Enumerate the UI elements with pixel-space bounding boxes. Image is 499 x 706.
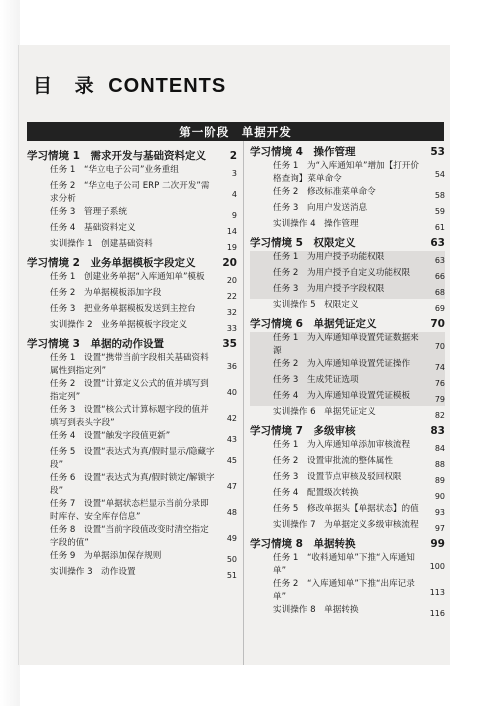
stage-banner-text: 第一阶段 单据开发 <box>179 124 292 139</box>
toc-entry-label: 任务 3 为用户授予字段权限 <box>273 284 385 294</box>
toc-entry-label: 学习情境 2 业务单据模板字段定义 <box>27 257 196 269</box>
toc-entry-page: 20 <box>222 257 237 269</box>
toc-entry-page: 97 <box>434 524 445 533</box>
toc-entry-page: 82 <box>434 411 445 420</box>
toc-task-entry[interactable] <box>27 566 237 582</box>
toc-entry-label: 任务 1 为“入库通知单”增加【打开价格查询】菜单命令 <box>273 161 420 184</box>
toc-entry-label: 任务 7 设置“单据状态栏显示当前分录即时库存、安全库存信息” <box>50 499 209 522</box>
toc-entry-label: 任务 5 修改单据头【单据状态】的值 <box>273 504 419 514</box>
toc-entry-label: 任务 8 设置“当前字段值改变时清空指定字段的值” <box>50 525 209 548</box>
toc-entry-page: 49 <box>226 534 237 543</box>
toc-task-entry[interactable] <box>27 238 237 254</box>
toc-entry-label: 学习情境 3 单据的动作设置 <box>27 338 164 350</box>
toc-entry-page: 58 <box>434 191 445 200</box>
toc-chapter-entry[interactable] <box>250 317 445 332</box>
toc-task-entry[interactable] <box>27 378 237 404</box>
toc-task-entry[interactable] <box>250 455 445 471</box>
toc-entry-page: 32 <box>226 308 237 317</box>
toc-entry-page: 84 <box>434 444 445 453</box>
toc-task-entry[interactable] <box>250 202 445 218</box>
toc-task-entry[interactable] <box>27 271 237 287</box>
toc-entry-label: 任务 1 为用户授予功能权限 <box>273 252 385 262</box>
toc-task-entry[interactable] <box>27 430 237 446</box>
toc-entry-page: 3 <box>231 169 237 178</box>
toc-task-entry[interactable] <box>27 222 237 238</box>
toc-task-entry[interactable] <box>250 358 445 374</box>
toc-task-entry[interactable] <box>250 519 445 535</box>
toc-task-entry[interactable] <box>250 186 445 202</box>
toc-task-entry[interactable] <box>27 206 237 222</box>
toc-task-entry[interactable] <box>27 524 237 550</box>
toc-entry-label: 学习情境 6 单据凭证定义 <box>250 318 377 330</box>
toc-task-entry[interactable] <box>250 471 445 487</box>
toc-entry-label: 实训操作 7 为单据定义多级审核流程 <box>273 520 419 530</box>
toc-entry-label: 任务 2 修改标准菜单命令 <box>273 187 376 197</box>
toc-entry-label: 任务 1 为入库通知单添加审核流程 <box>273 440 411 450</box>
toc-task-entry[interactable] <box>250 390 445 406</box>
toc-entry-page: 66 <box>434 272 445 281</box>
toc-entry-label: 任务 4 基础资料定义 <box>50 223 136 233</box>
toc-entry-page: 116 <box>429 609 445 618</box>
toc-entry-label: 任务 4 配置级次转换 <box>273 488 359 498</box>
toc-entry-page: 88 <box>434 460 445 469</box>
toc-task-entry[interactable] <box>27 319 237 335</box>
toc-entry-label: 实训操作 3 动作设置 <box>50 567 136 577</box>
toc-task-entry[interactable] <box>27 352 237 378</box>
toc-entry-label: 任务 5 设置“表达式为真/假时显示/隐藏字段” <box>50 447 215 470</box>
toc-task-entry[interactable] <box>250 604 445 620</box>
toc-entry-page: 35 <box>222 338 237 350</box>
toc-entry-label: 任务 3 设置节点审核及驳回权限 <box>273 472 402 482</box>
toc-task-entry[interactable] <box>27 550 237 566</box>
toc-entry-label: 任务 2 为用户授予自定义功能权限 <box>273 268 411 278</box>
toc-entry-page: 70 <box>430 318 445 330</box>
toc-entry-page: 2 <box>229 150 237 162</box>
toc-entry-page: 48 <box>226 508 237 517</box>
toc-entry-label: 任务 3 生成凭证选项 <box>273 375 359 385</box>
toc-task-entry[interactable] <box>250 439 445 455</box>
toc-entry-page: 79 <box>434 395 445 404</box>
toc-entry-page: 90 <box>434 492 445 501</box>
toc-entry-label: 实训操作 5 权限定义 <box>273 300 359 310</box>
toc-entry-page: 36 <box>226 362 237 371</box>
toc-entry-page: 14 <box>226 227 237 236</box>
toc-entry-label: 学习情境 7 多级审核 <box>250 425 356 437</box>
toc-entry-label: 任务 3 向用户发送消息 <box>273 203 368 213</box>
column-divider <box>243 141 244 665</box>
toc-entry-label: 任务 3 管理子系统 <box>50 207 127 217</box>
toc-task-entry[interactable] <box>250 406 445 422</box>
toc-entry-label: 任务 2 “入库通知单”下推“出库记录单” <box>273 579 415 602</box>
toc-entry-page: 59 <box>434 207 445 216</box>
toc-entry-label: 实训操作 1 创建基础资料 <box>50 239 153 249</box>
toc-entry-label: 任务 2 为入库通知单设置凭证操作 <box>273 359 411 369</box>
toc-task-entry[interactable] <box>250 552 445 578</box>
toc-entry-page: 93 <box>434 508 445 517</box>
toc-entry-label: 任务 6 设置“表达式为真/假时锁定/解锁字段” <box>50 473 215 496</box>
toc-entry-label: 实训操作 6 单据凭证定义 <box>273 407 376 417</box>
toc-entry-label: 任务 9 为单据添加保存规则 <box>50 551 162 561</box>
toc-chapter-entry[interactable] <box>250 537 445 552</box>
toc-task-entry[interactable] <box>27 404 237 430</box>
toc-entry-page: 113 <box>429 588 445 597</box>
toc-task-entry[interactable] <box>250 487 445 503</box>
toc-task-entry[interactable] <box>250 160 445 186</box>
page-title-cn: 目 录 <box>33 75 102 97</box>
toc-entry-page: 20 <box>226 276 237 285</box>
toc-entry-page: 63 <box>430 237 445 249</box>
toc-entry-label: 学习情境 8 单据转换 <box>250 538 356 550</box>
toc-entry-page: 53 <box>430 146 445 158</box>
toc-left-column <box>27 147 237 582</box>
toc-task-entry[interactable] <box>250 251 445 267</box>
toc-entry-label: 任务 2 为单据模板添加字段 <box>50 288 162 298</box>
toc-right-column <box>250 143 445 620</box>
toc-task-entry[interactable] <box>27 472 237 498</box>
toc-chapter-entry[interactable] <box>27 149 237 164</box>
toc-entry-page: 9 <box>231 211 237 220</box>
toc-task-entry[interactable] <box>27 287 237 303</box>
toc-entry-label: 实训操作 2 业务单据模板字段定义 <box>50 320 188 330</box>
toc-entry-page: 51 <box>226 571 237 580</box>
toc-entry-label: 实训操作 8 单据转换 <box>273 605 359 615</box>
toc-task-entry[interactable] <box>250 374 445 390</box>
toc-task-entry[interactable] <box>27 446 237 472</box>
toc-entry-page: 19 <box>226 243 237 252</box>
toc-entry-page: 70 <box>434 342 445 351</box>
toc-entry-label: 任务 4 为入库通知单设置凭证模板 <box>273 391 411 401</box>
toc-entry-label: 实训操作 4 操作管理 <box>273 219 359 229</box>
toc-entry-page: 45 <box>226 456 237 465</box>
toc-entry-label: 任务 2 “华立电子公司 ERP 二次开发”需求分析 <box>50 181 210 204</box>
toc-entry-page: 74 <box>434 363 445 372</box>
toc-entry-label: 任务 4 设置“触发字段值更新” <box>50 431 171 441</box>
toc-task-entry[interactable] <box>27 180 237 206</box>
toc-task-entry[interactable] <box>27 303 237 319</box>
page-title-en: CONTENTS <box>108 75 227 97</box>
toc-entry-label: 任务 2 设置审批流的整体属性 <box>273 456 393 466</box>
toc-entry-page: 40 <box>226 388 237 397</box>
toc-entry-page: 89 <box>434 476 445 485</box>
toc-task-entry[interactable] <box>250 283 445 299</box>
toc-entry-label: 学习情境 5 权限定义 <box>250 237 356 249</box>
toc-entry-label: 任务 1 “收料通知单”下推“入库通知单” <box>273 553 415 576</box>
toc-task-entry[interactable] <box>250 299 445 315</box>
toc-entry-page: 100 <box>429 562 445 571</box>
page-title <box>33 71 226 98</box>
toc-entry-page: 61 <box>434 223 445 232</box>
toc-entry-page: 76 <box>434 379 445 388</box>
toc-entry-page: 69 <box>434 304 445 313</box>
toc-chapter-entry[interactable] <box>27 256 237 271</box>
toc-entry-label: 学习情境 4 操作管理 <box>250 146 356 158</box>
book-spine <box>0 0 20 706</box>
toc-chapter-entry[interactable] <box>250 236 445 251</box>
toc-entry-page: 43 <box>226 435 237 444</box>
toc-entry-label: 任务 1 设置“携带当前字段相关基础资料属性到指定列” <box>50 353 209 376</box>
toc-task-entry[interactable] <box>27 164 237 180</box>
toc-entry-page: 54 <box>434 170 445 179</box>
toc-chapter-entry[interactable] <box>27 337 237 352</box>
toc-task-entry[interactable] <box>250 578 445 604</box>
toc-entry-label: 任务 2 设置“计算定义公式的值并填写到指定列” <box>50 379 209 402</box>
toc-entry-label: 任务 1 创建业务单据“入库通知单”模板 <box>50 272 205 282</box>
stage-banner <box>27 122 444 141</box>
toc-entry-label: 学习情境 1 需求开发与基础资料定义 <box>27 150 206 162</box>
toc-chapter-entry[interactable] <box>250 424 445 439</box>
toc-task-entry[interactable] <box>250 218 445 234</box>
toc-task-entry[interactable] <box>250 332 445 358</box>
toc-entry-page: 33 <box>226 324 237 333</box>
toc-entry-page: 22 <box>226 292 237 301</box>
toc-entry-page: 83 <box>430 425 445 437</box>
toc-entry-page: 42 <box>226 414 237 423</box>
toc-entry-label: 任务 3 设置“核公式计算标题字段的值并填写到表头字段” <box>50 405 209 428</box>
toc-entry-label: 任务 3 把业务单据模板发送到主控台 <box>50 304 196 314</box>
toc-task-entry[interactable] <box>27 498 237 524</box>
toc-entry-page: 63 <box>434 256 445 265</box>
toc-entry-page: 50 <box>226 555 237 564</box>
toc-task-entry[interactable] <box>250 267 445 283</box>
toc-entry-page: 68 <box>434 288 445 297</box>
toc-entry-page: 99 <box>430 538 445 550</box>
toc-entry-page: 47 <box>226 482 237 491</box>
toc-entry-label: 任务 1 为入库通知单设置凭证数据来源 <box>273 333 419 356</box>
toc-entry-label: 任务 1 “华立电子公司”业务重组 <box>50 165 179 175</box>
toc-task-entry[interactable] <box>250 503 445 519</box>
toc-entry-page: 4 <box>231 190 237 199</box>
toc-chapter-entry[interactable] <box>250 145 445 160</box>
